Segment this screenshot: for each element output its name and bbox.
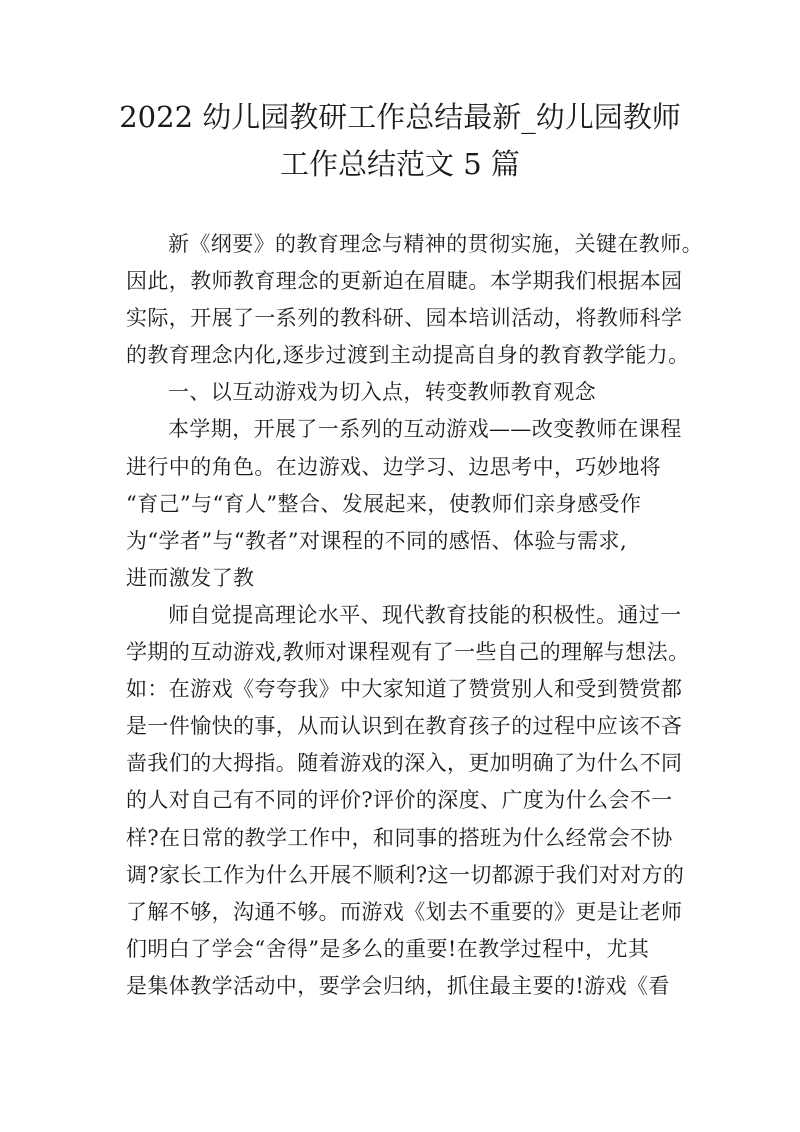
paragraph-line: 进行中的角色。在边游戏、边学习、边思考中，巧妙地将	[126, 454, 661, 479]
paragraph-line: 样?在日常的教学工作中，和同事的搭班为什么经常会不协	[126, 825, 673, 850]
paragraph-line: 们明白了学会“舍得”是多么的重要!在教学过程中，尤其	[126, 936, 650, 961]
paragraph-line: 的教育理念内化,逐步过渡到主动提高自身的教育教学能力。	[126, 343, 690, 368]
paragraph-line: 实际，开展了一系列的教科研、园本培训活动，将教师科学	[126, 306, 683, 331]
paragraph-line: 进而激发了教	[126, 565, 255, 590]
document-body	[126, 226, 703, 1005]
paragraph-line: 因此，教师教育理念的更新迫在眉睫。本学期我们根据本园	[126, 269, 683, 294]
paragraph-line: 调?家长工作为什么开展不顺利?这一切都源于我们对对方的	[126, 862, 685, 887]
paragraph-line: 的人对自己有不同的评价?评价的深度、广度为什么会不一	[126, 788, 673, 813]
title-line-2: 工作总结范文 5 篇	[280, 147, 520, 181]
document-title	[100, 94, 700, 188]
paragraph-line: 啬我们的大拇指。随着游戏的深入，更加明确了为什么不同	[126, 751, 683, 776]
paragraph-line: 学期的互动游戏,教师对课程观有了一些自己的理解与想法。	[126, 640, 690, 665]
paragraph-line: 了解不够，沟通不够。而游戏《划去不重要的》更是让老师	[126, 899, 683, 924]
section-heading: 一、以互动游戏为切入点，转变教师教育观念	[168, 380, 596, 405]
paragraph-line: “育己”与“育人”整合、发展起来，使教师们亲身感受作	[126, 491, 642, 516]
paragraph-line: 师自觉提高理论水平、现代教育技能的积极性。通过一	[168, 602, 682, 627]
paragraph-line: 本学期，开展了一系列的互动游戏——改变教师在课程	[168, 417, 682, 442]
paragraph-line: 是集体教学活动中，要学会归纳，抓住最主要的!游戏《看	[126, 973, 670, 998]
paragraph-line: 是一件愉快的事，从而认识到在教育孩子的过程中应该不吝	[126, 714, 683, 739]
paragraph-line: 如：在游戏《夸夸我》中大家知道了赞赏别人和受到赞赏都	[126, 677, 683, 702]
paragraph-line: 新《纲要》的教育理念与精神的贯彻实施，关键在教师。	[168, 232, 703, 256]
paragraph-line: 为“学者”与“教者”对课程的不同的感悟、体验与需求,	[126, 528, 628, 553]
title-line-1: 2022 幼儿园教研工作总结最新_幼儿园教师	[119, 100, 681, 134]
